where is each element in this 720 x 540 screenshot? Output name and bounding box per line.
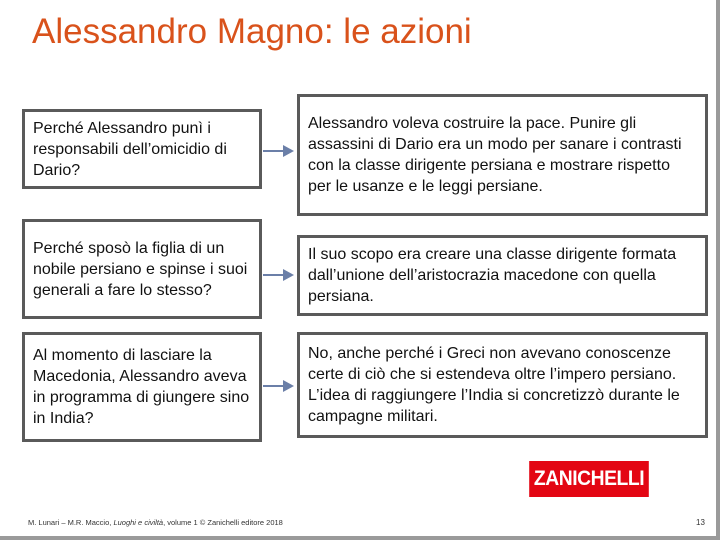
- footer-publisher: , volume 1 © Zanichelli editore 2018: [163, 518, 283, 527]
- answer-text-3: No, anche perché i Greci non avevano conoscenze certe di ciò che si estendeva oltre l’impero persiano. L’idea di raggiungere l’India si concretizzò durante le campagne militari.: [308, 345, 680, 425]
- footer-book-title: Luoghi e civiltà: [113, 518, 164, 527]
- question-text-1: Perché Alessandro punì i responsabili dell’omicidio di Dario?: [33, 119, 227, 179]
- arrow-right-icon: [263, 377, 295, 395]
- answer-text-2: Il suo scopo era creare una classe dirigente formata dall’unione dell’aristocrazia macedone con quella persiana.: [308, 246, 677, 305]
- question-box-1: [22, 109, 262, 189]
- footer-credit: [28, 518, 283, 527]
- footer-authors: M. Lunari – M.R. Maccio,: [28, 518, 114, 527]
- arrow-right-icon: [263, 142, 295, 160]
- question-text-2: Perché sposò la figlia di un nobile persiano e spinse i suoi generali a fare lo stesso?: [33, 239, 248, 299]
- answer-text-1: Alessandro voleva costruire la pace. Punire gli assassini di Dario era un modo per sanare i contrasti con la classe dirigente persiana e mostrare rispetto per le usanze e le leggi persiane.: [308, 115, 682, 195]
- arrow-right-icon: [263, 266, 295, 284]
- question-text-3: Al momento di lasciare la Macedonia, Alessandro aveva in programma di giungere sino in India?: [33, 347, 250, 427]
- answer-box-3: [297, 332, 708, 438]
- answer-box-1: [297, 94, 708, 216]
- question-box-3: [22, 332, 262, 442]
- page-number: 13: [696, 518, 705, 527]
- page-title: Alessandro Magno: le azioni: [32, 12, 472, 51]
- question-box-2: [22, 219, 262, 319]
- answer-box-2: [297, 235, 708, 316]
- zanichelli-logo: ZANICHELLI: [529, 461, 649, 497]
